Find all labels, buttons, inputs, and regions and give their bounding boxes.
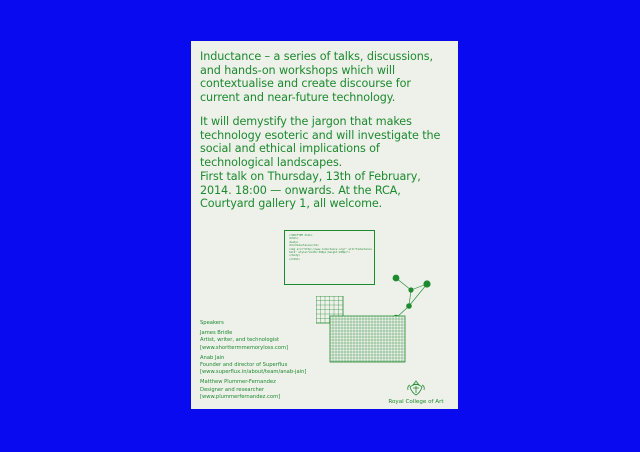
code-line: <body> bbox=[289, 240, 299, 244]
logo-text: Royal College of Art bbox=[388, 399, 444, 405]
speaker-role: Founder and director of Superflux bbox=[200, 362, 288, 369]
html-code-box bbox=[284, 230, 375, 285]
speaker-role: Designer and researcher bbox=[200, 386, 265, 393]
code-line: <img src="http://www.inductance.org/" alt="Inductance bbox=[289, 247, 372, 251]
speaker-entry bbox=[200, 379, 370, 401]
code-line: </html> bbox=[289, 257, 300, 261]
speakers-heading: Speakers bbox=[200, 320, 224, 326]
speaker-name: James Bridle bbox=[200, 330, 233, 337]
code-line: <h1>Inductance</h1> bbox=[289, 244, 319, 248]
crest-icon bbox=[406, 379, 426, 397]
purpose-paragraph: It will demystify the jargon that makes technology esoteric and will investigate the social and ethical implications of technological landscapes. bbox=[200, 115, 441, 169]
intro-paragraph: Inductance – a series of talks, discussions, and hands-on workshops which will contextualise and create discourse for current and near-future technology. bbox=[200, 50, 433, 104]
speakers-list bbox=[200, 320, 370, 404]
code-line: <!DOCTYPE html> bbox=[289, 234, 313, 237]
speaker-url: [www.shorttermmemoryloss.com] bbox=[200, 344, 289, 351]
speaker-entry bbox=[200, 330, 370, 352]
code-line: </body> bbox=[289, 254, 300, 258]
poster bbox=[191, 41, 458, 409]
rca-logo bbox=[380, 379, 452, 405]
event-details-paragraph: First talk on Thursday, 13th of February, 2014. 18:00 — onwards. At the RCA, Courtyard gallery 1, all welcome. bbox=[200, 170, 421, 211]
code-line: <html> bbox=[289, 237, 299, 241]
speaker-url: [www.plummerfernandez.com] bbox=[200, 393, 281, 400]
code-line: talk" style="width:304px;height:228px"> bbox=[289, 251, 350, 255]
speaker-url: [www.superflux.in/about/team/anab-jain] bbox=[200, 369, 307, 376]
speaker-entry bbox=[200, 355, 370, 377]
speaker-role: Artist, writer, and technologist bbox=[200, 337, 279, 344]
speaker-name: Matthew Plummer-Fernandez bbox=[200, 379, 276, 386]
speaker-name: Anab Jain bbox=[200, 354, 225, 361]
